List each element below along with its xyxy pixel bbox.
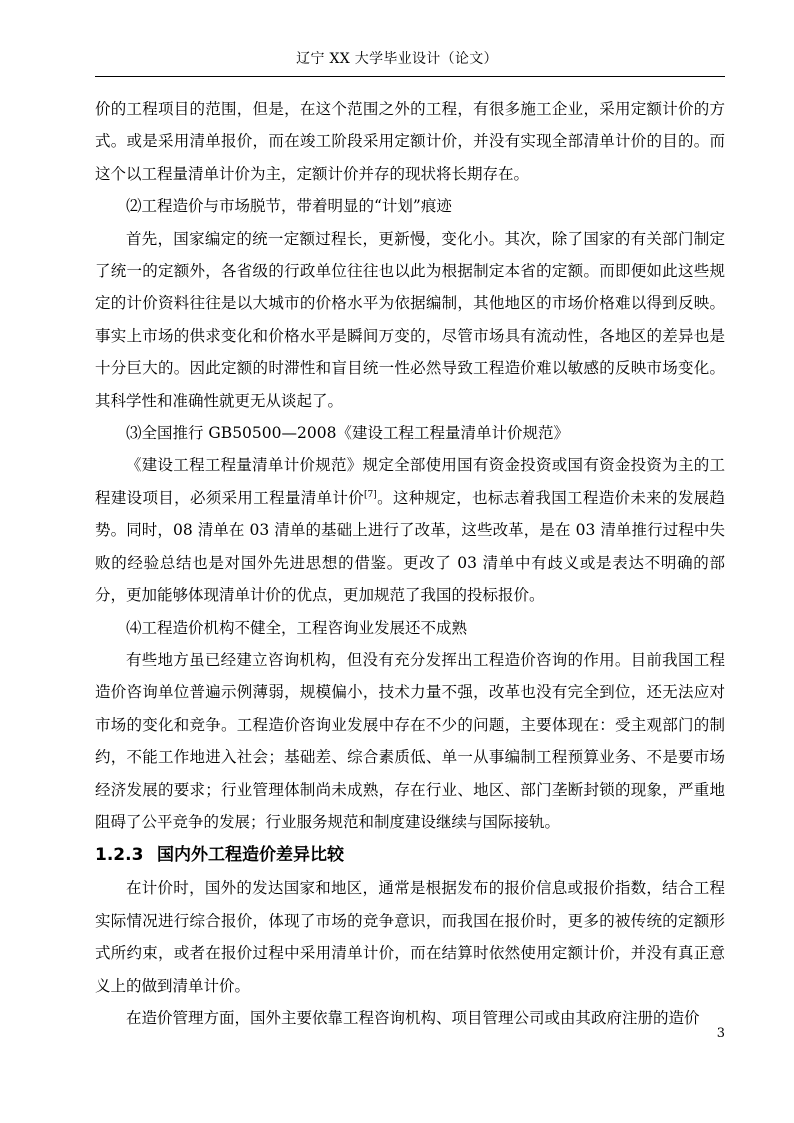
section-number: 1.2.3 [95,845,144,866]
paragraph: 首先，国家编定的统一定额过程长，更新慢，变化小。其次，除了国家的有关部门制定了统一的定额外，各省级的行政单位往往也以此为根据制定本省的定额。而即便如此这些规定的计价资料往往是以大城市的价格水平为依据编制，其他地区的市场价格难以得到反映。事实上市场的供求变化和价格水平是瞬间万变的，尽管市场具有流动性，各地区的差异也是十分巨大的。因此定额的时滞性和盲目统一性必然导致工程造价难以敏感的反映市场变化。其科学性和准确性就更无从谈起了。 [95,229,725,410]
paragraph: 在计价时，国外的发达国家和地区，通常是根据发布的报价信息或报价指数，结合工程实际情况进行综合报价，体现了市场的竞争意识，而我国在报价时，更多的被传统的定额形式所约束，或者在报价过程中采用清单计价，而在结算时依然使用定额计价，并没有真正意义上的做到清单计价。 [95,879,725,995]
section-title: 国内外工程造价差异比较 [157,845,344,866]
citation-ref: [7] [364,489,377,500]
page-header: 辽宁 XX 大学毕业设计（论文） [296,51,498,67]
paragraph: 在造价管理方面，国外主要依靠工程咨询机构、项目管理公司或由其政府注册的造价 [126,1008,700,1027]
paragraph-text: 。这种规定，也标志着我国工程造价未来的发展趋势。同时，08 清单在 03 清单的基础上进行了改革，这些改革，是在 03 清单推行过程中失败的经验总结也是对国外先进思想的借鉴。更改了 03 清单中有歧义或是表达不明确的部分，更加能够体现清单计价的优点，更加规范了我国的投标报价。 [95,488,725,605]
subheading: ⑵工程造价与市场脱节，带着明显的“计划”痕迹 [126,197,452,216]
header-rule [95,76,725,77]
page-number: 3 [716,1026,725,1041]
body-text [95,93,725,1034]
paragraph [95,449,725,611]
paragraph-text: 《建设工程工程量清单计价规范》规定全部使用国有资金投资或国有资金投资为主的工程建设项目，必须采用工程量清单计价 [95,456,725,507]
subheading: ⑷工程造价机构不健全，工程咨询业发展还不成熟 [126,618,468,637]
paragraph: 有些地方虽已经建立咨询机构，但没有充分发挥出工程造价咨询的作用。目前我国工程造价咨询单位普遍示例薄弱，规模偏小，技术力量不强，改革也没有完全到位，还无法应对市场的变化和竞争。工程造价咨询业发展中存在不少的问题，主要体现在：受主观部门的制约，不能工作地进入社会；基础差、综合素质低、单一从事编制工程预算业务、不是要市场经济发展的要求；行业管理体制尚未成熟，存在行业、地区、部门垄断封锁的现象，严重地阻碍了公平竞争的发展；行业服务规范和制度建设继续与国际接轨。 [95,650,725,831]
paragraph: 价的工程项目的范围，但是，在这个范围之外的工程，有很多施工企业，采用定额计价的方式。或是采用清单报价，而在竣工阶段采用定额计价，并没有实现全部清单计价的目的。而这个以工程量清单计价为主，定额计价并存的现状将长期存在。 [95,100,725,183]
section-heading [95,838,725,872]
subheading: ⑶全国推行 GB50500—2008《建设工程工程量清单计价规范》 [126,424,569,443]
